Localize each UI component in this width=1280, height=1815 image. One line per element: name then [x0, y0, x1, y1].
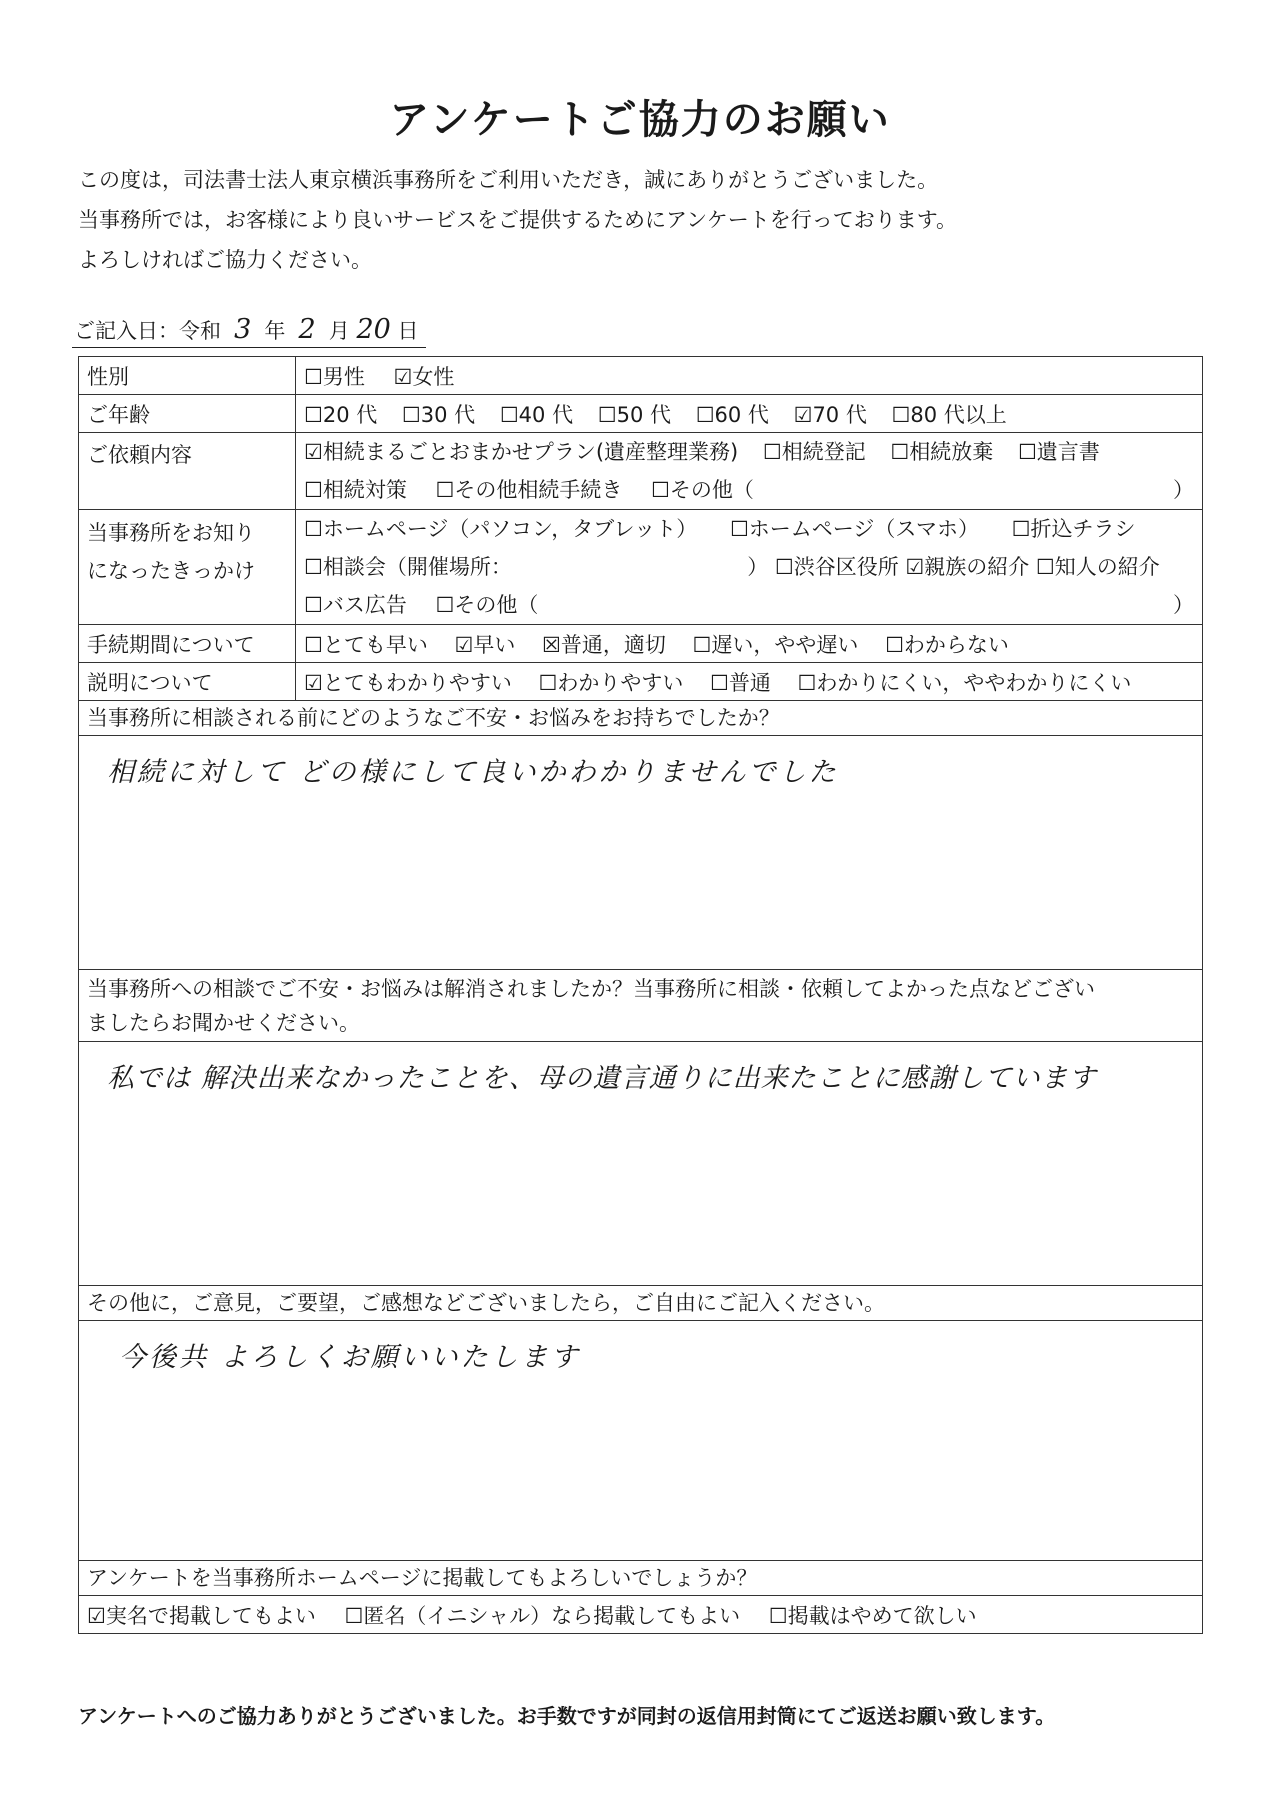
- checkbox-unclear[interactable]: [798, 667, 1132, 697]
- period-options: [296, 625, 1203, 663]
- checkbox-label: 相続まるごとおまかせプラン(遺産整理業務): [322, 440, 739, 464]
- intro-line: この度は，司法書士法人東京横浜事務所をご利用いただき，誠にありがとうございました。: [78, 168, 939, 192]
- checkbox-label: とてもわかりやすい: [322, 670, 512, 695]
- checkbox-other[interactable]: [651, 471, 754, 509]
- request-line-2: [304, 471, 1194, 509]
- checkbox-label: わかりやすい: [557, 670, 684, 695]
- checkbox-label: 匿名（イニシャル）なら掲載してもよい: [363, 1603, 741, 1628]
- checkbox-acquaintance-referral[interactable]: [1036, 548, 1160, 586]
- q2-answer-box[interactable]: [79, 1042, 1203, 1286]
- checkbox-age-80s-plus[interactable]: [892, 399, 1007, 429]
- page-title: アンケートご協力のお願い: [389, 97, 891, 143]
- checkbox-very-fast[interactable]: [304, 629, 428, 659]
- checkbox-label: 普通: [728, 670, 771, 695]
- publish-question: アンケートを当事務所ホームページに掲載してもよろしいでしょうか？: [79, 1561, 1203, 1596]
- checkbox-age-70s[interactable]: [794, 399, 867, 429]
- checkbox-fast[interactable]: [455, 629, 516, 659]
- checkbox-label: その他（: [454, 593, 539, 617]
- date-year[interactable]: 3: [234, 314, 252, 345]
- q1-answer-box[interactable]: [79, 736, 1203, 970]
- checkbox-age-40s[interactable]: [500, 399, 573, 429]
- date-day-unit: 日: [397, 319, 419, 343]
- publish-options: [79, 1596, 1203, 1634]
- checkbox-label: 渋谷区役所: [793, 555, 899, 579]
- checkbox-label: 知人の紹介: [1054, 555, 1160, 579]
- checkbox-label: 相続放棄: [909, 440, 994, 464]
- checkbox-label: 遅い，やや遅い: [711, 632, 859, 657]
- request-label: ご依頼内容: [79, 433, 296, 510]
- checkbox-label: 60 代: [714, 402, 769, 427]
- q2-question: [79, 970, 1203, 1042]
- checkbox-relative-referral[interactable]: [905, 548, 1029, 586]
- footer-thanks: アンケートへのご協力ありがとうございました。お手数ですが同封の返信用封筒にてご返送お願い致します。: [78, 1704, 1056, 1728]
- checkbox-flyer[interactable]: [1012, 510, 1136, 548]
- date-month[interactable]: 2: [298, 314, 316, 345]
- date-month-unit: 月: [328, 319, 350, 343]
- checkbox-label: その他相続手続き: [454, 478, 623, 502]
- checkbox-full-plan[interactable]: [304, 433, 738, 471]
- checkbox-label: バス広告: [322, 593, 407, 617]
- checkbox-label: 30 代: [420, 402, 476, 427]
- checkbox-age-30s[interactable]: [402, 399, 475, 429]
- checkbox-female-label: 女性: [412, 364, 455, 389]
- checkbox-very-clear[interactable]: [304, 667, 512, 697]
- checkbox-homepage-smartphone[interactable]: [730, 510, 979, 548]
- checkbox-will[interactable]: [1018, 433, 1100, 471]
- checkbox-label: 折込チラシ: [1030, 517, 1136, 541]
- checkbox-no-publish[interactable]: [769, 1600, 977, 1630]
- checkbox-publish-real-name[interactable]: [87, 1600, 316, 1630]
- checkbox-seminar[interactable]: [304, 548, 512, 586]
- entry-date: [72, 314, 426, 348]
- intro-line: よろしければご協力ください。: [78, 248, 372, 272]
- checkbox-label: ホームページ（パソコン，タブレット）: [322, 517, 698, 541]
- checkbox-label: わからない: [903, 632, 1009, 657]
- source-label: [79, 510, 296, 625]
- q3-answer-box[interactable]: [79, 1321, 1203, 1561]
- checkbox-label: 実名で掲載してもよい: [105, 1603, 316, 1628]
- checkbox-label: 20 代: [322, 402, 378, 427]
- checkbox-label: 親族の紹介: [924, 555, 1030, 579]
- checkbox-inheritance-planning[interactable]: [304, 471, 407, 509]
- checkbox-label: 相談会（開催場所：: [322, 555, 512, 579]
- checkbox-label: 掲載はやめて欲しい: [787, 1603, 977, 1628]
- checkbox-label: 40 代: [518, 402, 574, 427]
- checkbox-label: その他（: [669, 478, 754, 502]
- checkbox-label: 相続登記: [781, 440, 866, 464]
- source-label-line: 当事務所をお知り: [87, 521, 255, 545]
- explain-label: 説明について: [79, 663, 296, 701]
- source-options: [296, 510, 1203, 625]
- checkbox-age-50s[interactable]: [598, 399, 671, 429]
- checkbox-age-60s[interactable]: [696, 399, 769, 429]
- checkbox-male-label: 男性: [322, 364, 365, 389]
- request-line-1: [304, 433, 1194, 471]
- checkbox-slow[interactable]: [693, 629, 859, 659]
- checkbox-label: 80 代以上: [910, 402, 1007, 427]
- paren-close: ）: [1173, 478, 1194, 502]
- q3-answer: 今後共 よろしくお願いいたします: [119, 1342, 581, 1373]
- q2-question-line: ましたらお聞かせください。: [87, 1010, 360, 1035]
- checkbox-label: 50 代: [616, 402, 671, 427]
- checkbox-normal[interactable]: [542, 629, 666, 659]
- checkbox-male[interactable]: [304, 361, 365, 391]
- checkbox-unknown[interactable]: [885, 629, 1009, 659]
- source-line-2: [304, 548, 1194, 586]
- survey-form-table: [78, 356, 1203, 1634]
- explain-options: [296, 663, 1203, 701]
- checkbox-label: とても早い: [322, 632, 428, 657]
- date-year-unit: 年: [264, 319, 286, 343]
- checkbox-label: わかりにくい，ややわかりにくい: [816, 670, 1132, 695]
- paren-close: ）: [1173, 593, 1194, 617]
- intro-text: [78, 160, 957, 280]
- source-line-3: [304, 586, 1194, 624]
- q2-question-line: 当事務所への相談でご不安・お悩みは解消されましたか？当事務所に相談・依頼してよかった点などござい: [87, 976, 1095, 1001]
- checkbox-source-other[interactable]: [436, 586, 539, 624]
- q2-answer: 私では 解決出来なかったことを、母の遺言通りに出来たことに感謝しています: [107, 1063, 1097, 1094]
- checkbox-age-20s[interactable]: [304, 399, 377, 429]
- date-day[interactable]: 20: [356, 314, 391, 345]
- paren-close: ）: [747, 555, 769, 579]
- source-line-1: [304, 510, 1194, 548]
- checkbox-label: 普通，適切: [560, 632, 666, 657]
- checkbox-shibuya-office[interactable]: [775, 548, 899, 586]
- age-label: ご年齢: [79, 395, 296, 433]
- period-label: 手続期間について: [79, 625, 296, 663]
- checkbox-publish-anonymous[interactable]: [345, 1600, 741, 1630]
- checkbox-label: 早い: [473, 632, 516, 657]
- checkbox-inheritance-renunciation[interactable]: [890, 433, 993, 471]
- checkbox-inheritance-registration[interactable]: [763, 433, 866, 471]
- q1-question: 当事務所に相談される前にどのようなご不安・お悩みをお持ちでしたか？: [79, 701, 1203, 736]
- checkbox-bus-ad[interactable]: [304, 586, 407, 624]
- q3-question: その他に，ご意見，ご要望，ご感想などございましたら，ご自由にご記入ください。: [79, 1286, 1203, 1321]
- checkbox-explain-normal[interactable]: [710, 667, 771, 697]
- checkbox-label: 70 代: [812, 402, 867, 427]
- gender-label: 性別: [79, 357, 296, 395]
- gender-options: [296, 357, 1203, 395]
- request-options: [296, 433, 1203, 510]
- intro-line: 当事務所では，お客様により良いサービスをご提供するためにアンケートを行っております。: [78, 208, 958, 232]
- checkbox-label: ホームページ（スマホ）: [748, 517, 979, 541]
- checkbox-other-procedures[interactable]: [436, 471, 623, 509]
- checkbox-female[interactable]: [394, 361, 455, 391]
- age-options: [296, 395, 1203, 433]
- date-label: ご記入日：令和: [74, 319, 221, 343]
- source-label-line: になったきっかけ: [87, 559, 255, 583]
- checkbox-clear[interactable]: [539, 667, 684, 697]
- checkbox-homepage-pc[interactable]: [304, 510, 697, 548]
- q1-answer: 相続に対して どの様にして良いかわかりませんでした: [107, 757, 839, 788]
- checkbox-label: 遺言書: [1036, 440, 1100, 464]
- checkbox-label: 相続対策: [322, 478, 407, 502]
